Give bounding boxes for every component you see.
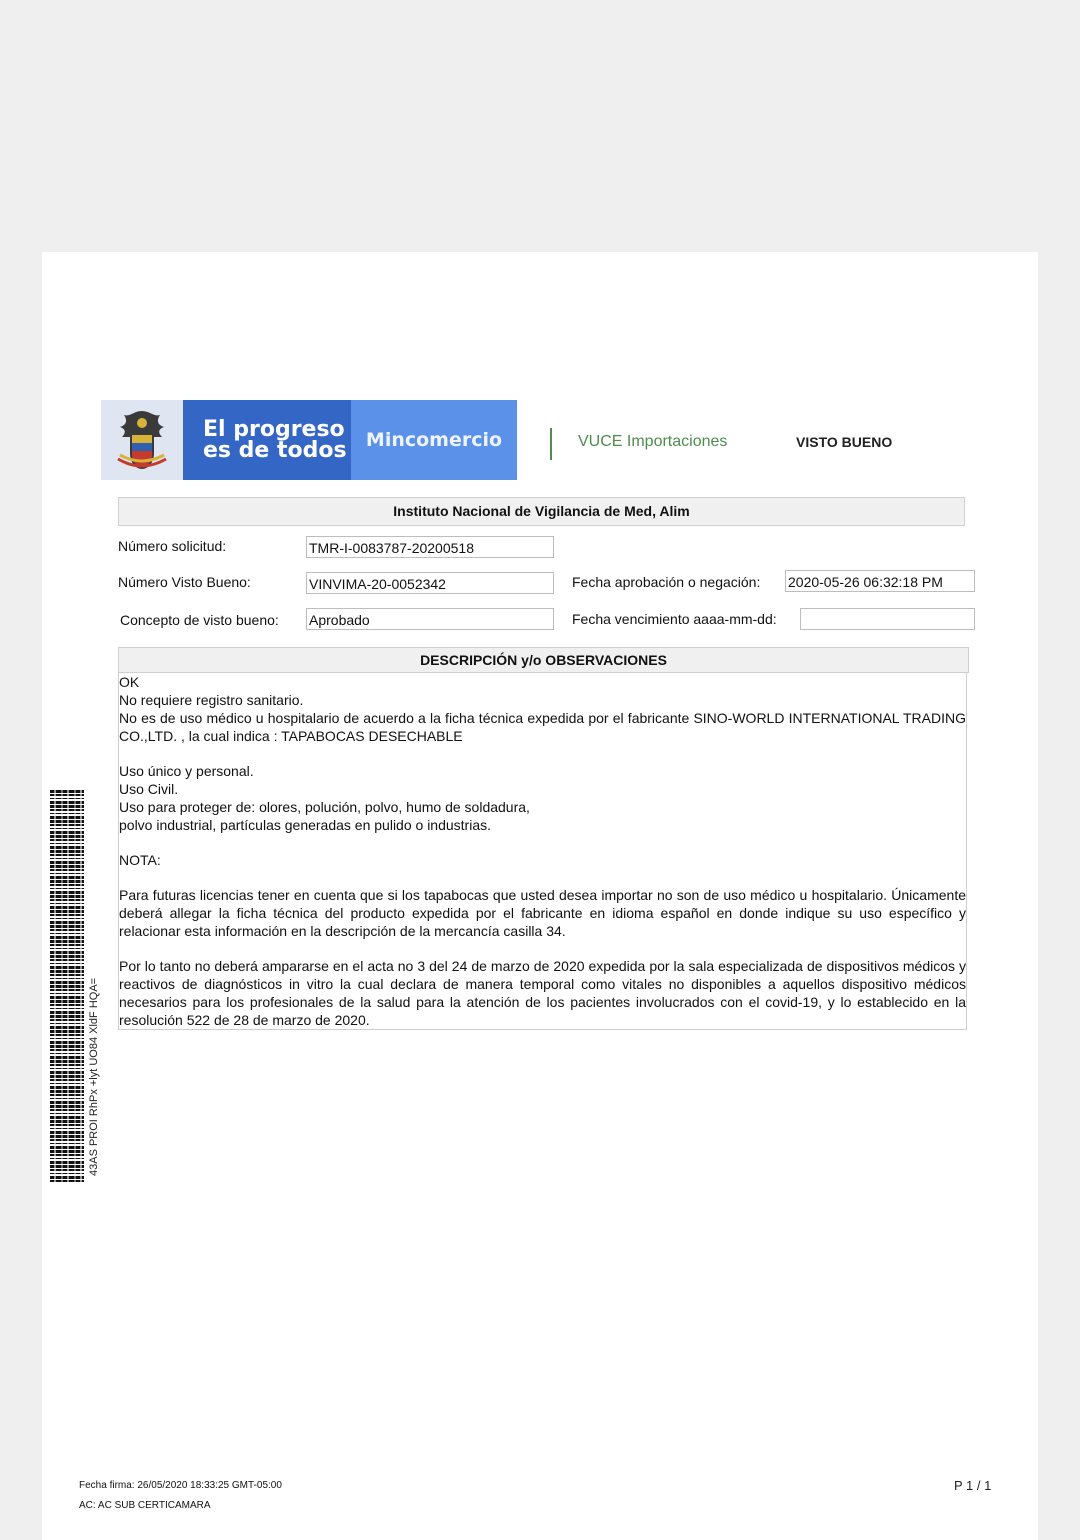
brand-name: Mincomercio	[351, 400, 517, 480]
coat-of-arms-icon	[101, 400, 183, 480]
barcode-graphic	[50, 790, 84, 1182]
numero-visto-bueno-label: Número Visto Bueno:	[118, 574, 251, 590]
entity-title: Instituto Nacional de Vigilancia de Med, Alim	[118, 497, 965, 526]
desc-line-polvo: polvo industrial, partículas generadas en pulido o industrias.	[119, 817, 492, 833]
description-header: DESCRIPCIÓN y/o OBSERVACIONES	[118, 647, 969, 673]
description-body	[118, 672, 967, 1030]
fecha-aprobacion-label: Fecha aprobación o negación:	[572, 574, 761, 590]
header-divider	[550, 428, 552, 460]
desc-line-no-registro: No requiere registro sanitario.	[119, 692, 304, 708]
slogan-line-1: El progreso	[203, 417, 345, 442]
document-page	[42, 252, 1038, 1540]
desc-line-uso-proteger: Uso para proteger de: olores, polución, polvo, humo de soldadura,	[119, 799, 530, 815]
desc-paragraph-futuras: Para futuras licencias tener en cuenta que si los tapabocas que usted desea importar no son de uso médico u hospitalario. Únicamente deberá allegar la ficha técnica del producto expedida por el fabricante en idioma español en donde indique su uso específico y relacionar esta información en la descripción de la mercancía casilla 34.	[119, 887, 966, 939]
desc-line-no-uso-medico: No es de uso médico u hospitalario de acuerdo a la ficha técnica expedida por el fabricante SINO-WORLD INTERNATIONAL TRADING CO.,LTD. , la cual indica : TAPABOCAS DESECHABLE	[119, 710, 966, 744]
slogan-block	[183, 400, 351, 480]
fecha-vencimiento-label: Fecha vencimiento aaaa-mm-dd:	[572, 611, 777, 627]
page-number: P 1 / 1	[954, 1478, 992, 1493]
numero-visto-bueno-field: VINVIMA-20-0052342	[306, 572, 554, 594]
footer-fecha-firma: Fecha firma: 26/05/2020 18:33:25 GMT-05:00	[79, 1480, 282, 1491]
numero-solicitud-field: TMR-I-0083787-20200518	[306, 536, 554, 558]
barcode-text: 43AS PROI RhPx +lyt UO84 XldF HQA=	[88, 977, 100, 1176]
header-banner	[101, 400, 517, 480]
system-name: VUCE Importaciones	[578, 433, 728, 450]
desc-line-ok: OK	[119, 674, 140, 690]
concepto-field: Aprobado	[306, 608, 554, 630]
fecha-vencimiento-field	[800, 608, 975, 630]
desc-line-uso-unico: Uso único y personal.	[119, 763, 254, 779]
fecha-aprobacion-field: 2020-05-26 06:32:18 PM	[785, 570, 975, 592]
footer-ac: AC: AC SUB CERTICAMARA	[79, 1500, 211, 1511]
document-type: VISTO BUENO	[796, 434, 893, 450]
numero-solicitud-label: Número solicitud:	[118, 538, 227, 554]
concepto-label: Concepto de visto bueno:	[120, 612, 279, 628]
desc-line-nota: NOTA:	[119, 852, 161, 868]
desc-line-uso-civil: Uso Civil.	[119, 781, 179, 797]
slogan-line-2: es de todos	[203, 438, 347, 463]
desc-paragraph-por-lo-tanto: Por lo tanto no deberá ampararse en el acta no 3 del 24 de marzo de 2020 expedida por la sala especializada de dispositivos médicos y reactivos de diagnósticos in vitro la cual declara de manera temporal como vitales no disponibles a aquellos dispositivo médicos necesarios para los profesionales de la salud para la atención de los pacientes involucrados con el covid-19, y lo establecido en la resolución 522 de 28 de marzo de 2020.	[119, 958, 966, 1028]
